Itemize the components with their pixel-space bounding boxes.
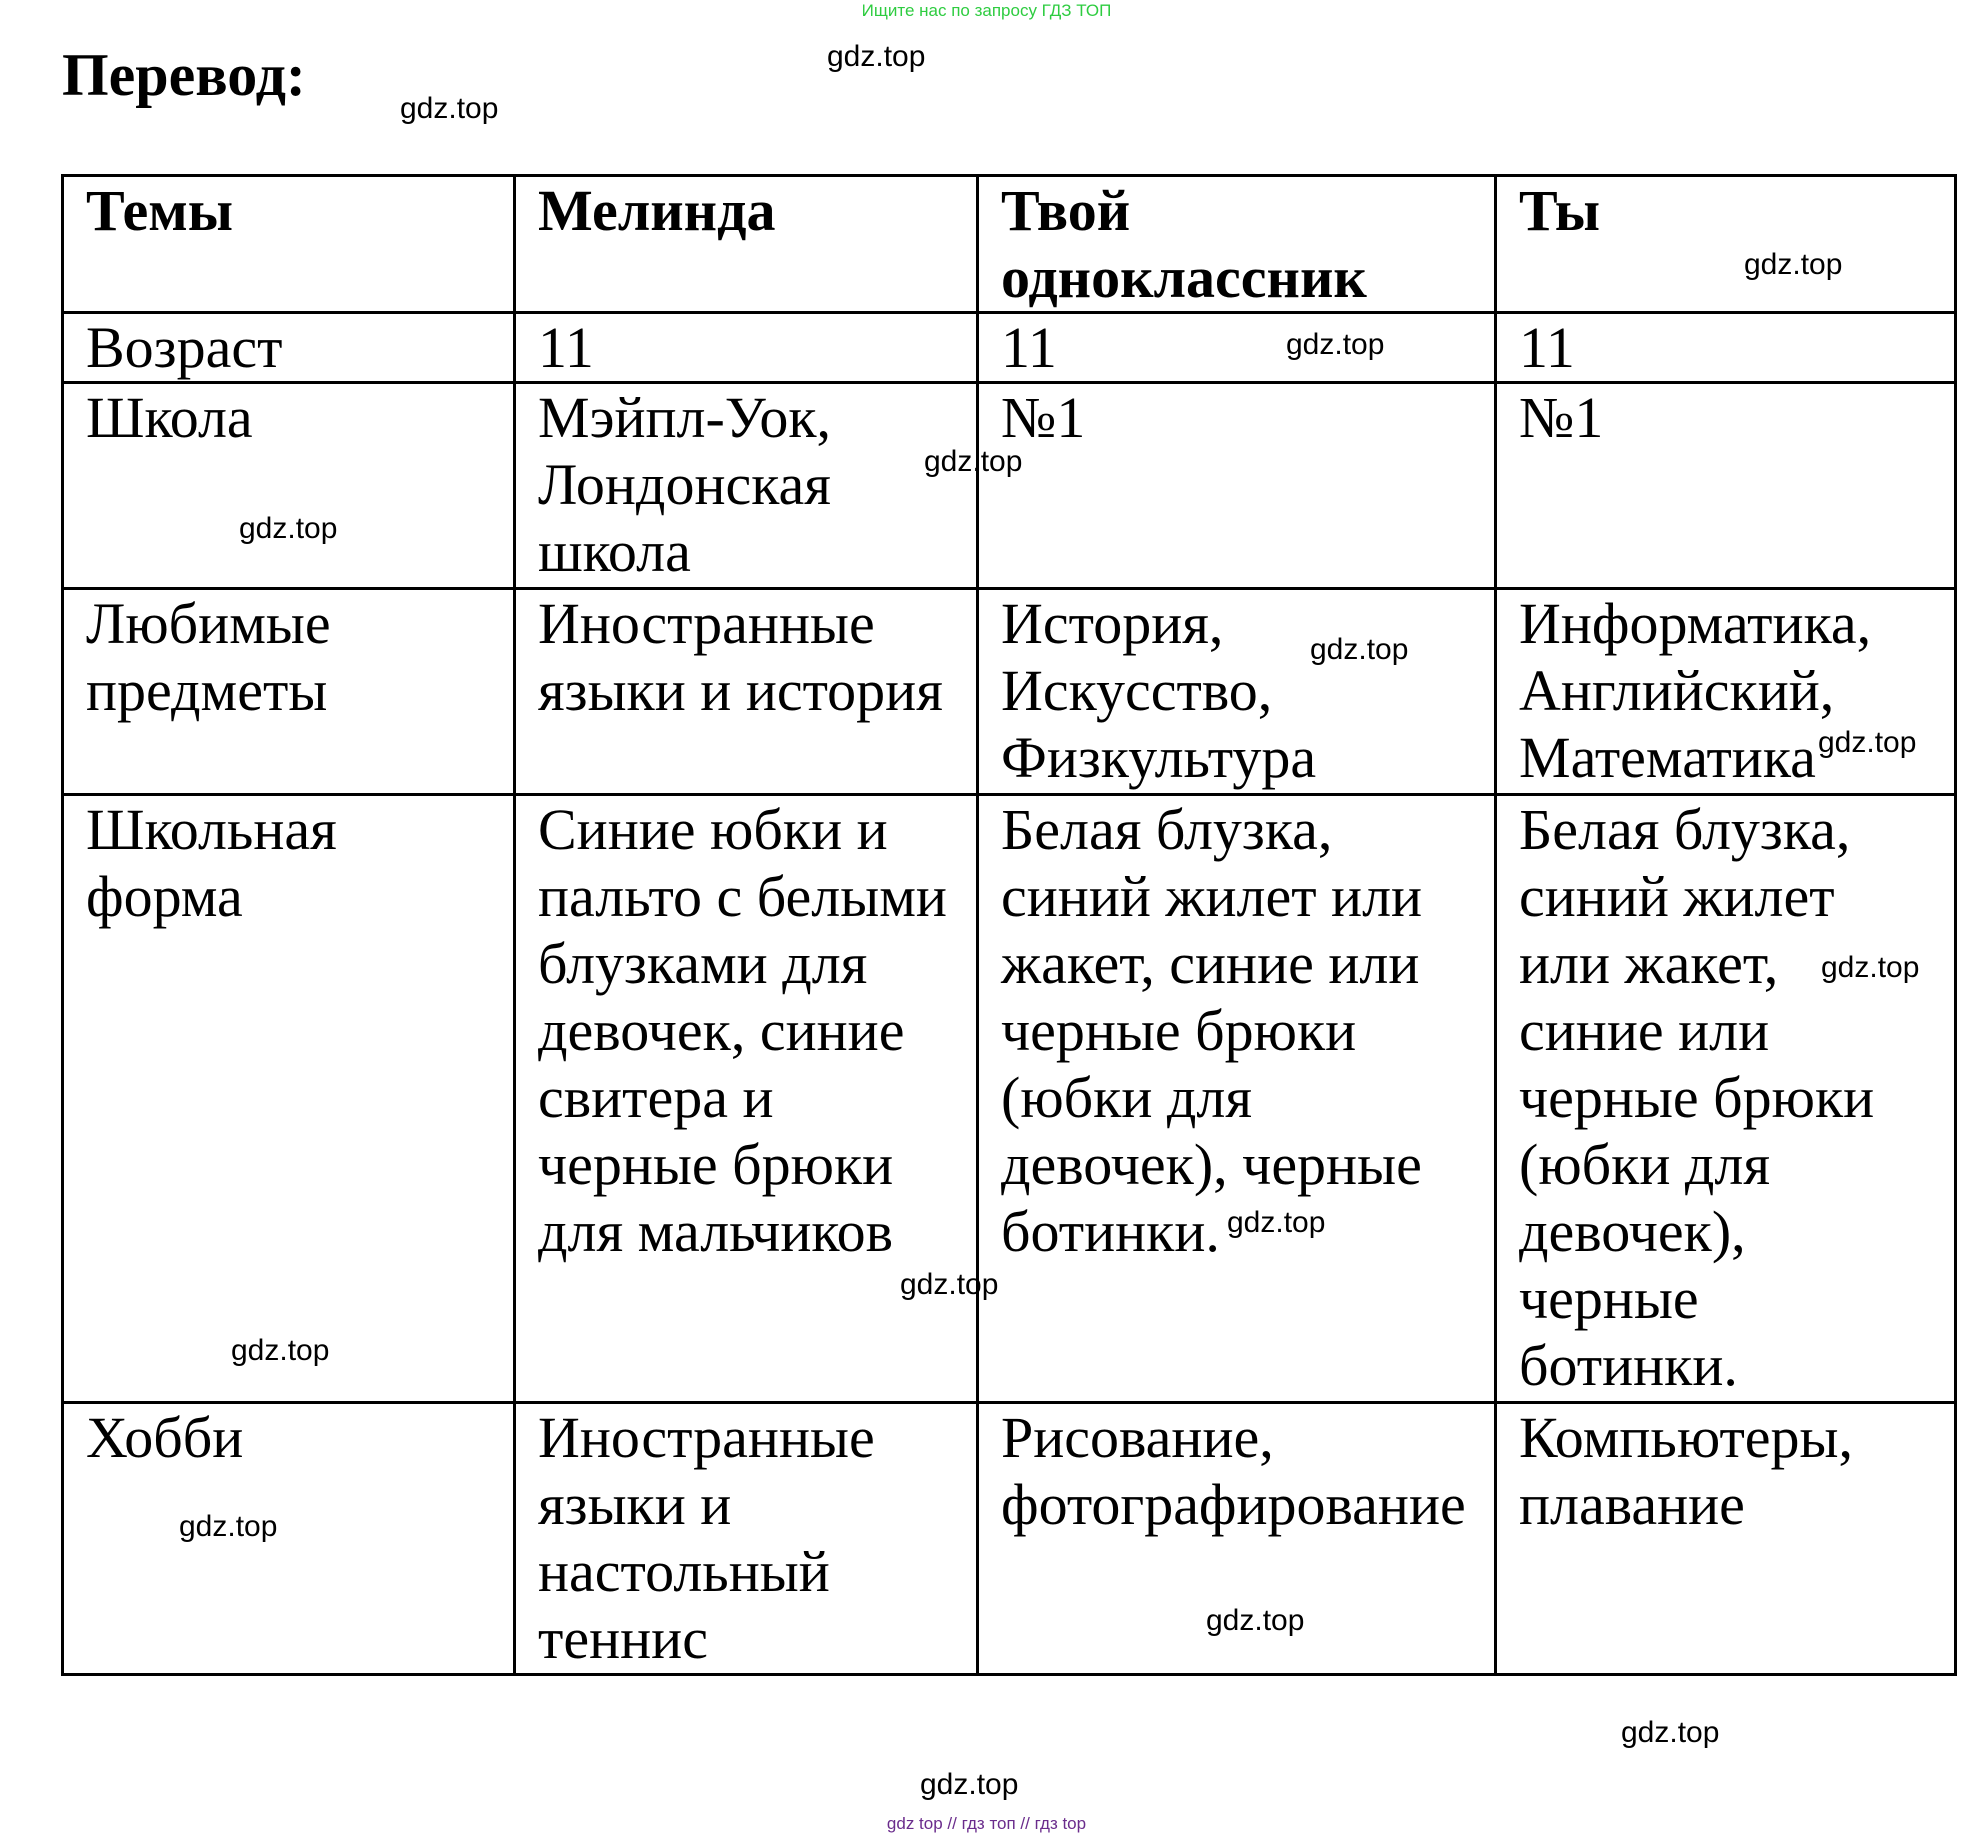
table-cell: Информатика, Английский, Математика [1496,589,1956,795]
watermark: gdz.top [179,1510,278,1543]
watermark: gdz.top [1621,1716,1720,1749]
page-title: Перевод: [62,42,306,108]
table-cell: Любимые предметы [63,589,515,795]
table-cell: Иностранные языки и история [515,589,978,795]
watermark: gdz.top [900,1268,999,1301]
header-cell: Ты [1496,176,1956,313]
search-banner: Ищите нас по запросу ГДЗ ТОП [861,1,1112,20]
watermark: gdz.top [1206,1604,1305,1637]
table-cell: Возраст [63,313,515,383]
table-cell: Компьютеры, плавание [1496,1403,1956,1675]
watermark: gdz.top [1310,633,1409,666]
watermark: gdz.top [1227,1206,1326,1239]
table-cell: Белая блузка, синий жилет или жакет, синие или черные брюки (юбки для девочек), черные ботинки. [1496,795,1956,1403]
table-row [63,313,1956,383]
table-header-row [63,176,1956,313]
watermark: gdz.top [239,512,338,545]
table-cell: История, Искусство, Физкультура [978,589,1496,795]
table-row [63,1403,1956,1675]
table-cell: №1 [1496,383,1956,589]
watermark: gdz.top [400,92,499,125]
table-row [63,589,1956,795]
watermark: gdz.top [920,1768,1019,1801]
table-cell: Белая блузка, синий жилет или жакет, синие или черные брюки (юбки для девочек), черные ботинки. [978,795,1496,1403]
header-cell: Темы [63,176,515,313]
footer-watermark: gdz top // гдз топ // гдз top [886,1814,1087,1833]
table-cell: Синие юбки и пальто с белыми блузками для девочек, синие свитера и черные брюки для мальчиков [515,795,978,1403]
watermark: gdz.top [231,1334,330,1367]
watermark: gdz.top [1744,248,1843,281]
table-cell: Рисование, фотографирование [978,1403,1496,1675]
translation-table [61,174,1957,1676]
watermark: gdz.top [1286,328,1385,361]
table-row [63,383,1956,589]
table-cell: 11 [515,313,978,383]
table-cell: Мэйпл-Уок, Лондонская школа [515,383,978,589]
table-cell: Школа [63,383,515,589]
table-cell: Иностранные языки и настольный теннис [515,1403,978,1675]
watermark: gdz.top [827,40,926,73]
watermark: gdz.top [924,445,1023,478]
watermark: gdz.top [1818,726,1917,759]
table-cell: Школьная форма [63,795,515,1403]
table-row [63,795,1956,1403]
header-cell: Мелинда [515,176,978,313]
header-cell: Твой одноклассник [978,176,1496,313]
watermark: gdz.top [1821,951,1920,984]
table-cell: 11 [978,313,1496,383]
table-cell: Хобби [63,1403,515,1675]
table-cell: 11 [1496,313,1956,383]
table-cell: №1 [978,383,1496,589]
